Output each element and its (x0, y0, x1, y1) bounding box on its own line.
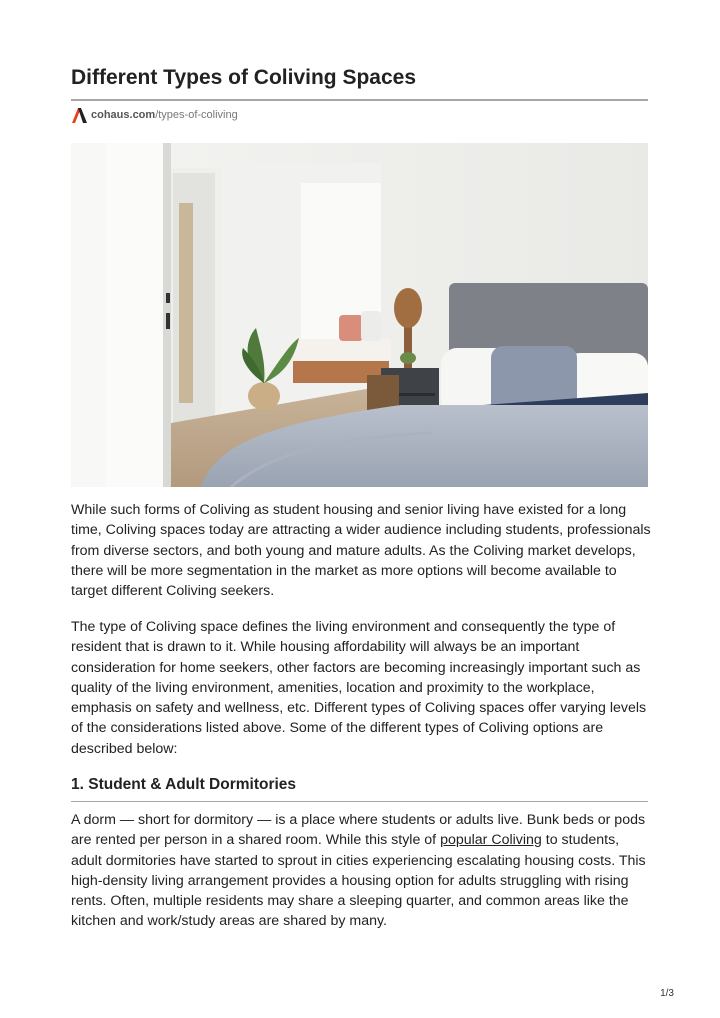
page-number: 1/3 (660, 988, 674, 999)
section-heading-dormitories: 1. Student & Adult Dormitories (71, 776, 297, 793)
popular-coliving-link[interactable]: popular Coliving (440, 832, 542, 849)
source-domain-link[interactable]: cohaus.com (91, 109, 156, 121)
section-divider (71, 801, 648, 802)
types-paragraph: The type of Coliving space defines the living environment and consequently the type of resident that is drawn to it. While housing affordability will always be an important consideration for home seekers, other factors are becoming increasingly important such as quality of the living environment, amenities, location and proximity to the workplace, emphasis on safety and wellness, etc. Different types of Coliving spaces offer varying levels of the considerations listed above. Some of the different types of Coliving options are described below: (71, 619, 647, 757)
hero-image (71, 143, 648, 487)
dormitories-paragraph (71, 810, 651, 932)
dormitories-text-start: A dorm — short for dormitory — is a place where students or adults live. Bunk beds or pods are rented per person in a shared room. While this style of (71, 812, 646, 849)
page-title: Different Types of Coliving Spaces (71, 66, 417, 89)
dormitories-text-end: to students, adult dormitories have started to sprout in cities experiencing escalating housing costs. This high-density living arrangement provides a housing option for adults struggling with rising rents. Often, multiple residents may share a sleeping quarter, and common areas like the kitchen and work/study areas are shared by many. (71, 832, 646, 930)
source-line (71, 107, 238, 123)
cohaus-logo-icon (71, 107, 87, 123)
intro-paragraph: While such forms of Coliving as student housing and senior living have existed for a long time, Coliving spaces today are attracting a wider audience including students, professionals from diverse sectors, and both young and mature adults. As the Coliving market develops, there will be more segmentation in the market as more options will become available to target different Coliving seekers. (71, 502, 651, 600)
title-divider (71, 99, 648, 101)
source-path: /types-of-coliving (155, 109, 238, 121)
